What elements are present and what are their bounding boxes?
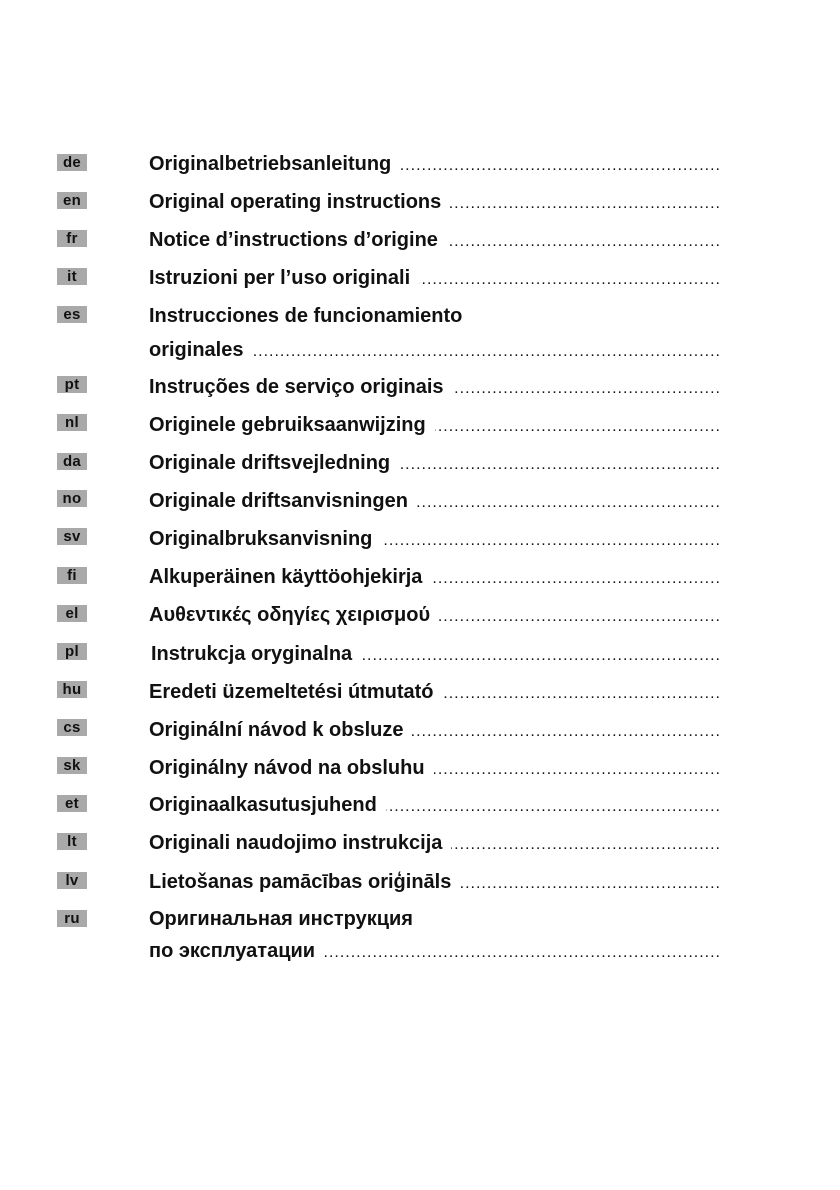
toc-title: Istruzioni per l’uso originali — [149, 267, 411, 289]
dot-leader — [439, 604, 721, 630]
language-badge: lt — [57, 833, 87, 850]
toc-line[interactable] — [149, 526, 721, 552]
toc-line[interactable] — [149, 792, 721, 818]
dot-leader — [460, 871, 721, 897]
dot-leader — [399, 452, 721, 478]
language-badge: fr — [57, 230, 87, 247]
toc-line[interactable] — [149, 602, 721, 628]
dot-leader — [443, 681, 721, 707]
toc-line[interactable] — [149, 189, 721, 215]
toc-title: Originale driftsanvisningen — [149, 490, 408, 512]
dot-leader — [435, 414, 721, 440]
toc-title: Original operating instructions — [149, 191, 442, 213]
toc-title: Originaalkasutusjuhend — [149, 794, 377, 816]
language-badge: nl — [57, 414, 87, 431]
toc-line-first[interactable] — [149, 303, 721, 329]
language-badge: de — [57, 154, 87, 171]
language-badge: cs — [57, 719, 87, 736]
toc-title: Eredeti üzemeltetési útmutató — [149, 681, 434, 703]
language-badge: pl — [57, 643, 87, 660]
toc-line[interactable] — [149, 374, 721, 400]
toc-title: Originalbetriebsanleitung — [149, 153, 392, 175]
toc-line[interactable] — [149, 412, 721, 438]
dot-leader — [450, 191, 721, 217]
dot-leader — [419, 267, 721, 293]
toc-line[interactable] — [149, 450, 721, 476]
toc-title: Αυθεντικές οδηγίες χειρισμού — [149, 604, 431, 626]
toc-title-continued: по эксплуатации — [149, 940, 316, 962]
language-badge: lv — [57, 872, 87, 889]
language-badge: da — [57, 453, 87, 470]
toc-title: Originálny návod na obsluhu — [149, 757, 425, 779]
language-badge: sv — [57, 528, 87, 545]
dot-leader — [400, 153, 721, 179]
toc-line[interactable] — [149, 938, 721, 964]
dot-leader — [434, 757, 721, 783]
toc-title: Originale driftsvejledning — [149, 452, 391, 474]
language-badge: no — [57, 490, 87, 507]
toc-title: Originali naudojimo instrukcija — [149, 832, 443, 854]
language-badge: en — [57, 192, 87, 209]
dot-leader — [431, 566, 721, 592]
toc-title: Originalbruksanvisning — [149, 528, 373, 550]
language-badge: et — [57, 795, 87, 812]
language-badge: fi — [57, 567, 87, 584]
toc-line[interactable] — [149, 679, 721, 705]
dot-leader — [447, 229, 721, 255]
language-badge: el — [57, 605, 87, 622]
toc-title: Originální návod k obsluze — [149, 719, 404, 741]
language-badge: ru — [57, 910, 87, 927]
toc-line[interactable] — [149, 227, 721, 253]
toc-title: Lietošanas pamācības oriģināls — [149, 871, 452, 893]
dot-leader — [252, 339, 721, 365]
dot-leader — [381, 528, 721, 554]
language-badge: sk — [57, 757, 87, 774]
dot-leader — [412, 719, 721, 745]
language-badge: hu — [57, 681, 87, 698]
language-badge: pt — [57, 376, 87, 393]
toc-title: Instrukcja oryginalna — [151, 643, 353, 665]
language-badge: it — [57, 268, 87, 285]
toc-line[interactable] — [149, 564, 721, 590]
toc-title: Оригинальная инструкция — [149, 908, 413, 930]
dot-leader — [324, 940, 721, 966]
dot-leader — [361, 643, 721, 669]
toc-title: Instrucciones de funcionamiento — [149, 305, 463, 327]
toc-line[interactable] — [149, 337, 721, 363]
toc-line[interactable] — [149, 869, 721, 895]
toc-line[interactable] — [149, 830, 721, 856]
toc-line-first[interactable] — [149, 906, 721, 932]
toc-line[interactable] — [149, 488, 721, 514]
toc-line[interactable] — [149, 265, 721, 291]
toc-title: Alkuperäinen käyttöohjekirja — [149, 566, 423, 588]
toc-line[interactable] — [149, 717, 721, 743]
toc-title: Instruções de serviço originais — [149, 376, 444, 398]
dot-leader — [453, 376, 721, 402]
dot-leader — [417, 490, 721, 516]
toc-title: Originele gebruiksaanwijzing — [149, 414, 426, 436]
toc-line[interactable] — [149, 151, 721, 177]
toc-title-continued: originales — [149, 339, 244, 361]
toc-line[interactable] — [149, 755, 721, 781]
dot-leader — [386, 794, 721, 820]
toc-line[interactable] — [151, 641, 721, 667]
toc-title: Notice d’instructions d’origine — [149, 229, 438, 251]
language-badge: es — [57, 306, 87, 323]
dot-leader — [451, 832, 721, 858]
